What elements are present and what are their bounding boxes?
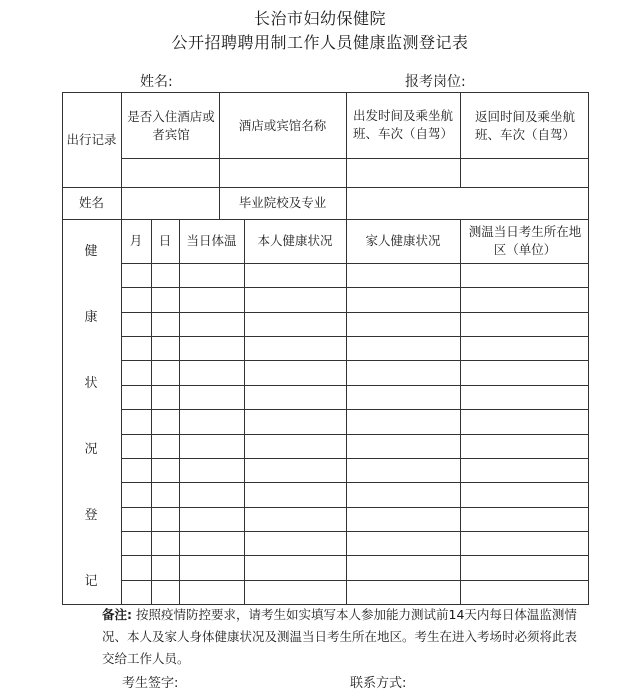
self-health-header: 本人健康状况 (257, 233, 333, 248)
name-field-label: 姓名: (140, 74, 173, 90)
day-header: 日 (158, 233, 172, 248)
health-section-char: 健 (84, 244, 98, 259)
temperature-header: 当日体温 (186, 233, 237, 248)
page-subtitle: 公开招聘聘用制工作人员健康监测登记表 (171, 33, 469, 52)
contact-label: 联系方式: (350, 676, 407, 691)
departure-header: 出发时间及乘坐航班、车次（自驾） (352, 108, 453, 141)
health-section-char: 记 (84, 574, 98, 589)
page-title: 长治市妇幼保健院 (253, 9, 386, 28)
health-section-char: 状 (84, 376, 98, 391)
hotel-stay-header: 是否入住酒店或者宾馆 (127, 109, 215, 142)
note-block (102, 604, 582, 670)
return-header: 返回时间及乘坐航班、车次（自驾） (474, 109, 575, 142)
signature-label: 考生签字: (122, 676, 179, 691)
hotel-name-header: 酒店或宾馆名称 (238, 118, 327, 133)
applicant-name-label: 姓名 (78, 195, 104, 210)
note-text: 按照疫情防控要求，请考生如实填写本人参加能力测试前14天内每日体温监测情况、本人及家人身体健康状况及测温当日考生所在地区。考生在进入考场时必须将此表交给工作人员。 (102, 607, 578, 666)
health-section-char: 康 (84, 310, 98, 325)
health-section-char: 登 (84, 508, 98, 523)
location-header: 测温当日考生所在地区（单位） (468, 224, 582, 257)
note-label: 备注: (102, 607, 132, 622)
month-header: 月 (129, 233, 143, 248)
travel-record-label: 出行记录 (66, 131, 117, 147)
family-health-header: 家人健康状况 (365, 233, 441, 248)
position-field-label: 报考岗位: (405, 74, 466, 90)
school-major-label: 毕业院校及专业 (238, 195, 327, 210)
health-section-char: 况 (84, 442, 98, 457)
